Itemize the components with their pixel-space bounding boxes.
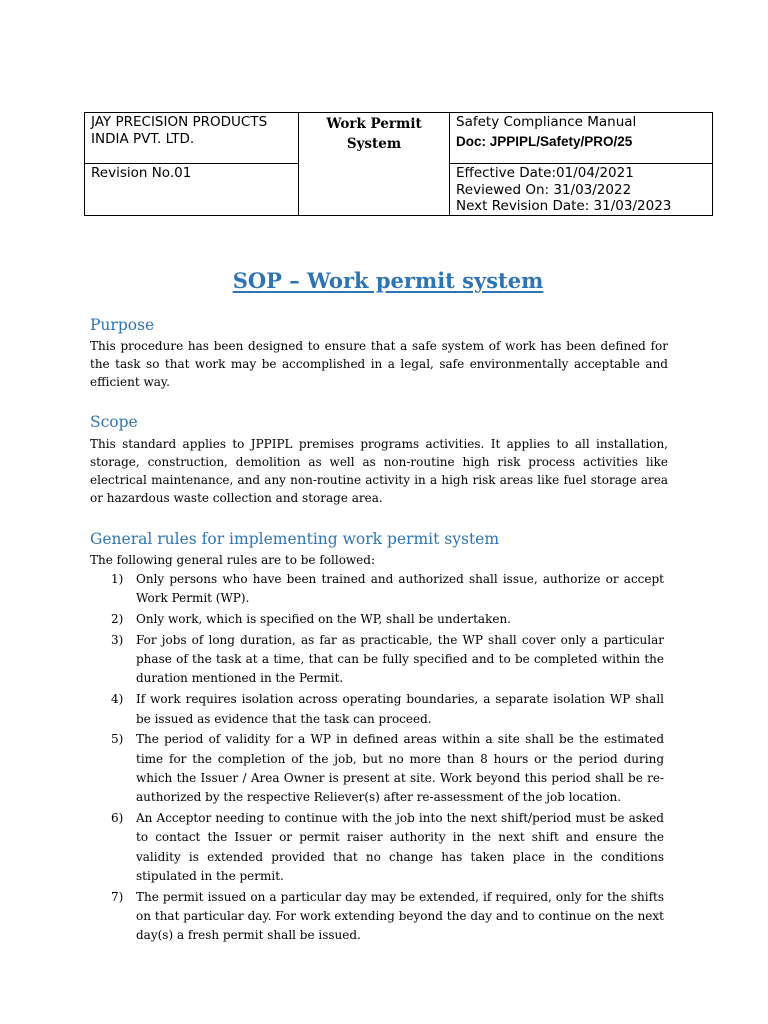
list-item [90, 888, 664, 946]
company-name-line2: INDIA PVT. LTD. [91, 130, 195, 147]
list-item [90, 631, 664, 689]
list-item-number: 7) [111, 889, 124, 904]
system-name-cell [299, 113, 450, 216]
system-name-line1: Work Permit [326, 116, 422, 132]
effective-date: Effective Date:01/04/2021 [456, 165, 634, 181]
list-item-number: 5) [111, 732, 124, 747]
rules-intro: The following general rules are to be followed: [90, 553, 376, 567]
doc-number: Doc: JPPIPL/Safety/PRO/25 [456, 133, 633, 149]
list-item-number: 2) [111, 612, 124, 627]
manual-name: Safety Compliance Manual [456, 114, 637, 130]
list-item-text: The period of validity for a WP in defined areas within a site shall be the estimated time for the completion of the job, but no more than 8 hours or the period during which the Issuer / Area Owner is present at site. Work beyond this period shall be re-authorized by the respective Reliever(s) after re-assessment of the job location. [136, 732, 664, 805]
reviewed-date: Reviewed On: 31/03/2022 [456, 181, 632, 198]
scope-text: This standard applies to JPPIPL premises programs activities. It applies to all installation, storage, construction, demolition as well as non-routine high risk process activities like electrical maintenance, and any non-routine activity in a high risk areas like fuel storage area or hazardous waste collection and storage area. [90, 437, 668, 505]
list-item-text: For jobs of long duration, as far as practicable, the WP shall cover only a particular phase of the task at a time, that can be fully specified and to be completed within the duration mentioned in the Permit. [136, 632, 664, 686]
list-item [90, 610, 664, 629]
list-item [90, 730, 664, 807]
list-item-number: 1) [111, 572, 124, 586]
rules-heading: General rules for implementing work permit system [90, 530, 500, 548]
list-item-number: 3) [111, 632, 124, 647]
purpose-heading: Purpose [90, 316, 155, 334]
list-item [90, 570, 664, 609]
document-header-table [84, 112, 713, 216]
list-item [90, 690, 664, 729]
list-item-number: 6) [111, 811, 124, 826]
manual-cell [450, 113, 713, 164]
list-item [90, 809, 664, 886]
revision-number: Revision No.01 [91, 165, 192, 181]
company-name-line1: JAY PRECISION PRODUCTS [91, 114, 268, 130]
list-item-text: Only persons who have been trained and authorized shall issue, authorize or accept Work Permit (WP). [136, 572, 664, 606]
company-name-cell [85, 113, 299, 164]
list-item-text: The permit issued on a particular day may be extended, if required, only for the shifts on that particular day. For work extending beyond the day and to continue on the next day(s) a fresh permit shall be issued. [136, 889, 664, 943]
next-revision-date: Next Revision Date: 31/03/2023 [456, 198, 672, 214]
list-item-number: 4) [111, 692, 124, 707]
dates-cell [450, 164, 713, 216]
list-item-text: Only work, which is specified on the WP, shall be undertaken. [136, 612, 511, 627]
system-name-line2: System [346, 136, 402, 152]
list-item-text: An Acceptor needing to continue with the job into the next shift/period must be asked to contact the Issuer or permit raiser authority in the next shift and ensure the validity is extended provided that no change has taken place in the conditions stipulated in the permit. [136, 811, 664, 883]
list-item-text: If work requires isolation across operating boundaries, a separate isolation WP shall be issued as evidence that the task can proceed. [136, 692, 664, 726]
document-title: SOP – Work permit system [232, 268, 544, 293]
scope-heading: Scope [90, 413, 138, 431]
purpose-text: This procedure has been designed to ensure that a safe system of work has been defined for the task so that work may be accomplished in a legal, safe environmentally acceptable and efficient way. [90, 339, 668, 389]
revision-cell [85, 164, 299, 216]
rules-list [90, 570, 664, 947]
